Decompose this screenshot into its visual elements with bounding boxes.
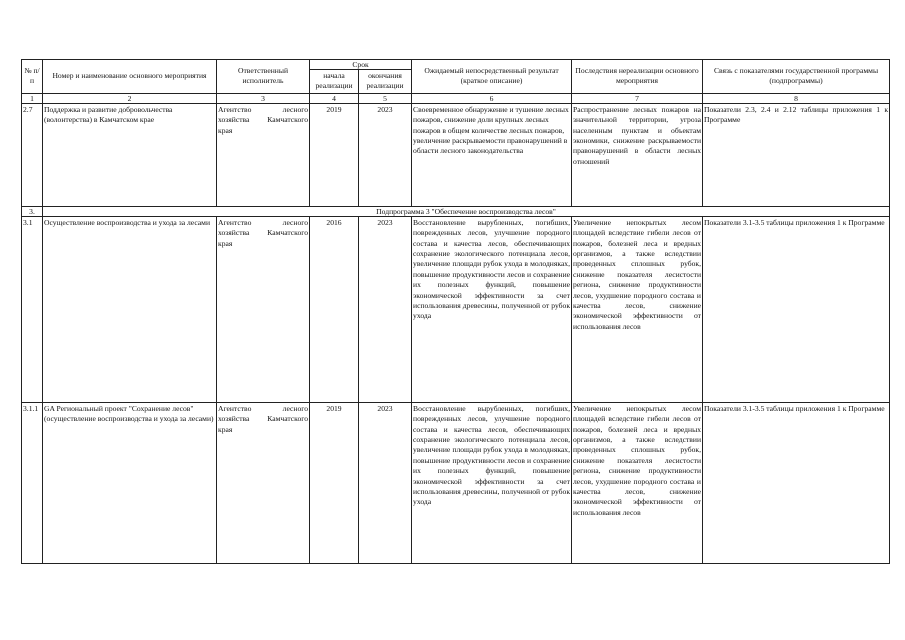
section-row: [22, 206, 890, 216]
row-name: Поддержка и развитие добровольчества (волонтерства) в Камчатском крае: [43, 103, 217, 206]
col-number: 5: [359, 93, 412, 103]
row-result: Восстановление вырубленных, погибших, поврежденных лесов, улучшение породного состава и качества лесов, обеспечивающих сохранение экологического потенциала лесов, увеличение площади рубок ухода в молодняках, повышение продуктивности лесов и сохранение их полезных функций, повышение экономической эффективности за счет использования древесины, полученной от рубок ухода: [412, 402, 572, 563]
table-row: [22, 216, 890, 402]
header-exec: Ответственный исполнитель: [217, 60, 310, 94]
section-num: 3.: [22, 206, 43, 216]
row-link: Показатели 3.1-3.5 таблицы приложения 1 к Программе: [703, 216, 890, 402]
row-exec: Агентство лесного хозяйства Камчатского края: [217, 103, 310, 206]
col-number: 7: [572, 93, 703, 103]
col-number: 1: [22, 93, 43, 103]
col-number: 8: [703, 93, 890, 103]
header-start: начала реализации: [310, 70, 359, 94]
col-number: 2: [43, 93, 217, 103]
row-start: 2016: [310, 216, 359, 402]
header-row: [22, 60, 890, 70]
header-result: Ожидаемый непосредственный результат (краткое описание): [412, 60, 572, 94]
row-link: Показатели 3.1-3.5 таблицы приложения 1 к Программе: [703, 402, 890, 563]
table-row: [22, 402, 890, 563]
header-name: Номер и наименование основного мероприятия: [43, 60, 217, 94]
row-result: Восстановление вырубленных, погибших, поврежденных лесов, улучшение породного состава и качества лесов, обеспечивающих сохранение экологического потенциала лесов, увеличение площади рубок ухода в молодняках, повышение продуктивности лесов и сохранение их полезных функций, повышение экономической эффективности за счет использования древесины, полученной от рубок ухода: [412, 216, 572, 402]
row-end: 2023: [359, 216, 412, 402]
col-number: 3: [217, 93, 310, 103]
row-result: Своевременное обнаружение и тушение лесных пожаров, снижение доли крупных лесных пожаров в общем количестве лесных пожаров, увеличение раскрываемости правонарушений в области лесного законодательства: [412, 103, 572, 206]
column-number-row: [22, 93, 890, 103]
section-title: Подпрограмма 3 "Обеспечение воспроизводства лесов": [43, 206, 890, 216]
header-num: № п/п: [22, 60, 43, 94]
row-consequences: Распространение лесных пожаров на значительной территории, угроза населенным пунктам и объектам экономики, снижение раскрываемости правонарушений в области лесных отношений: [572, 103, 703, 206]
row-consequences: Увеличение непокрытых лесом площадей вследствие гибели лесов от пожаров, болезней леса и вредных организмов, а также вследствии проведенных сплошных рубок, снижение показателя лесистости региона, снижение продуктивности лесов, ухудшение породного состава и качества лесов, снижение экономической эффективности от использования лесов: [572, 402, 703, 563]
document-page: [21, 59, 889, 564]
row-exec: Агентство лесного хозяйства Камчатского края: [217, 216, 310, 402]
row-end: 2023: [359, 402, 412, 563]
header-consequences: Последствия нереализации основного мероприятия: [572, 60, 703, 94]
row-name: GA Региональный проект "Сохранение лесов" (осуществление воспроизводства и ухода за лесами): [43, 402, 217, 563]
row-exec: Агентство лесного хозяйства Камчатского края: [217, 402, 310, 563]
row-consequences: Увеличение непокрытых лесом площадей вследствие гибели лесов от пожаров, болезней леса и вредных организмов, а также вследствии проведенных сплошных рубок, снижение показателя лесистости региона, снижение продуктивности лесов, ухудшение породного состава и качества лесов, снижение экономической эффективности от использования лесов: [572, 216, 703, 402]
col-number: 4: [310, 93, 359, 103]
header-end: окончания реализации: [359, 70, 412, 94]
measures-table: [21, 59, 890, 564]
row-num: 2.7: [22, 103, 43, 206]
row-name: Осуществление воспроизводства и ухода за лесами: [43, 216, 217, 402]
row-num: 3.1: [22, 216, 43, 402]
row-num: 3.1.1: [22, 402, 43, 563]
col-number: 6: [412, 93, 572, 103]
table-row: [22, 103, 890, 206]
row-link: Показатели 2.3, 2.4 и 2.12 таблицы приложения 1 к Программе: [703, 103, 890, 206]
header-link: Связь с показателями государственной программы (подпрограммы): [703, 60, 890, 94]
row-start: 2019: [310, 103, 359, 206]
header-term: Срок: [310, 60, 412, 70]
row-end: 2023: [359, 103, 412, 206]
row-start: 2019: [310, 402, 359, 563]
